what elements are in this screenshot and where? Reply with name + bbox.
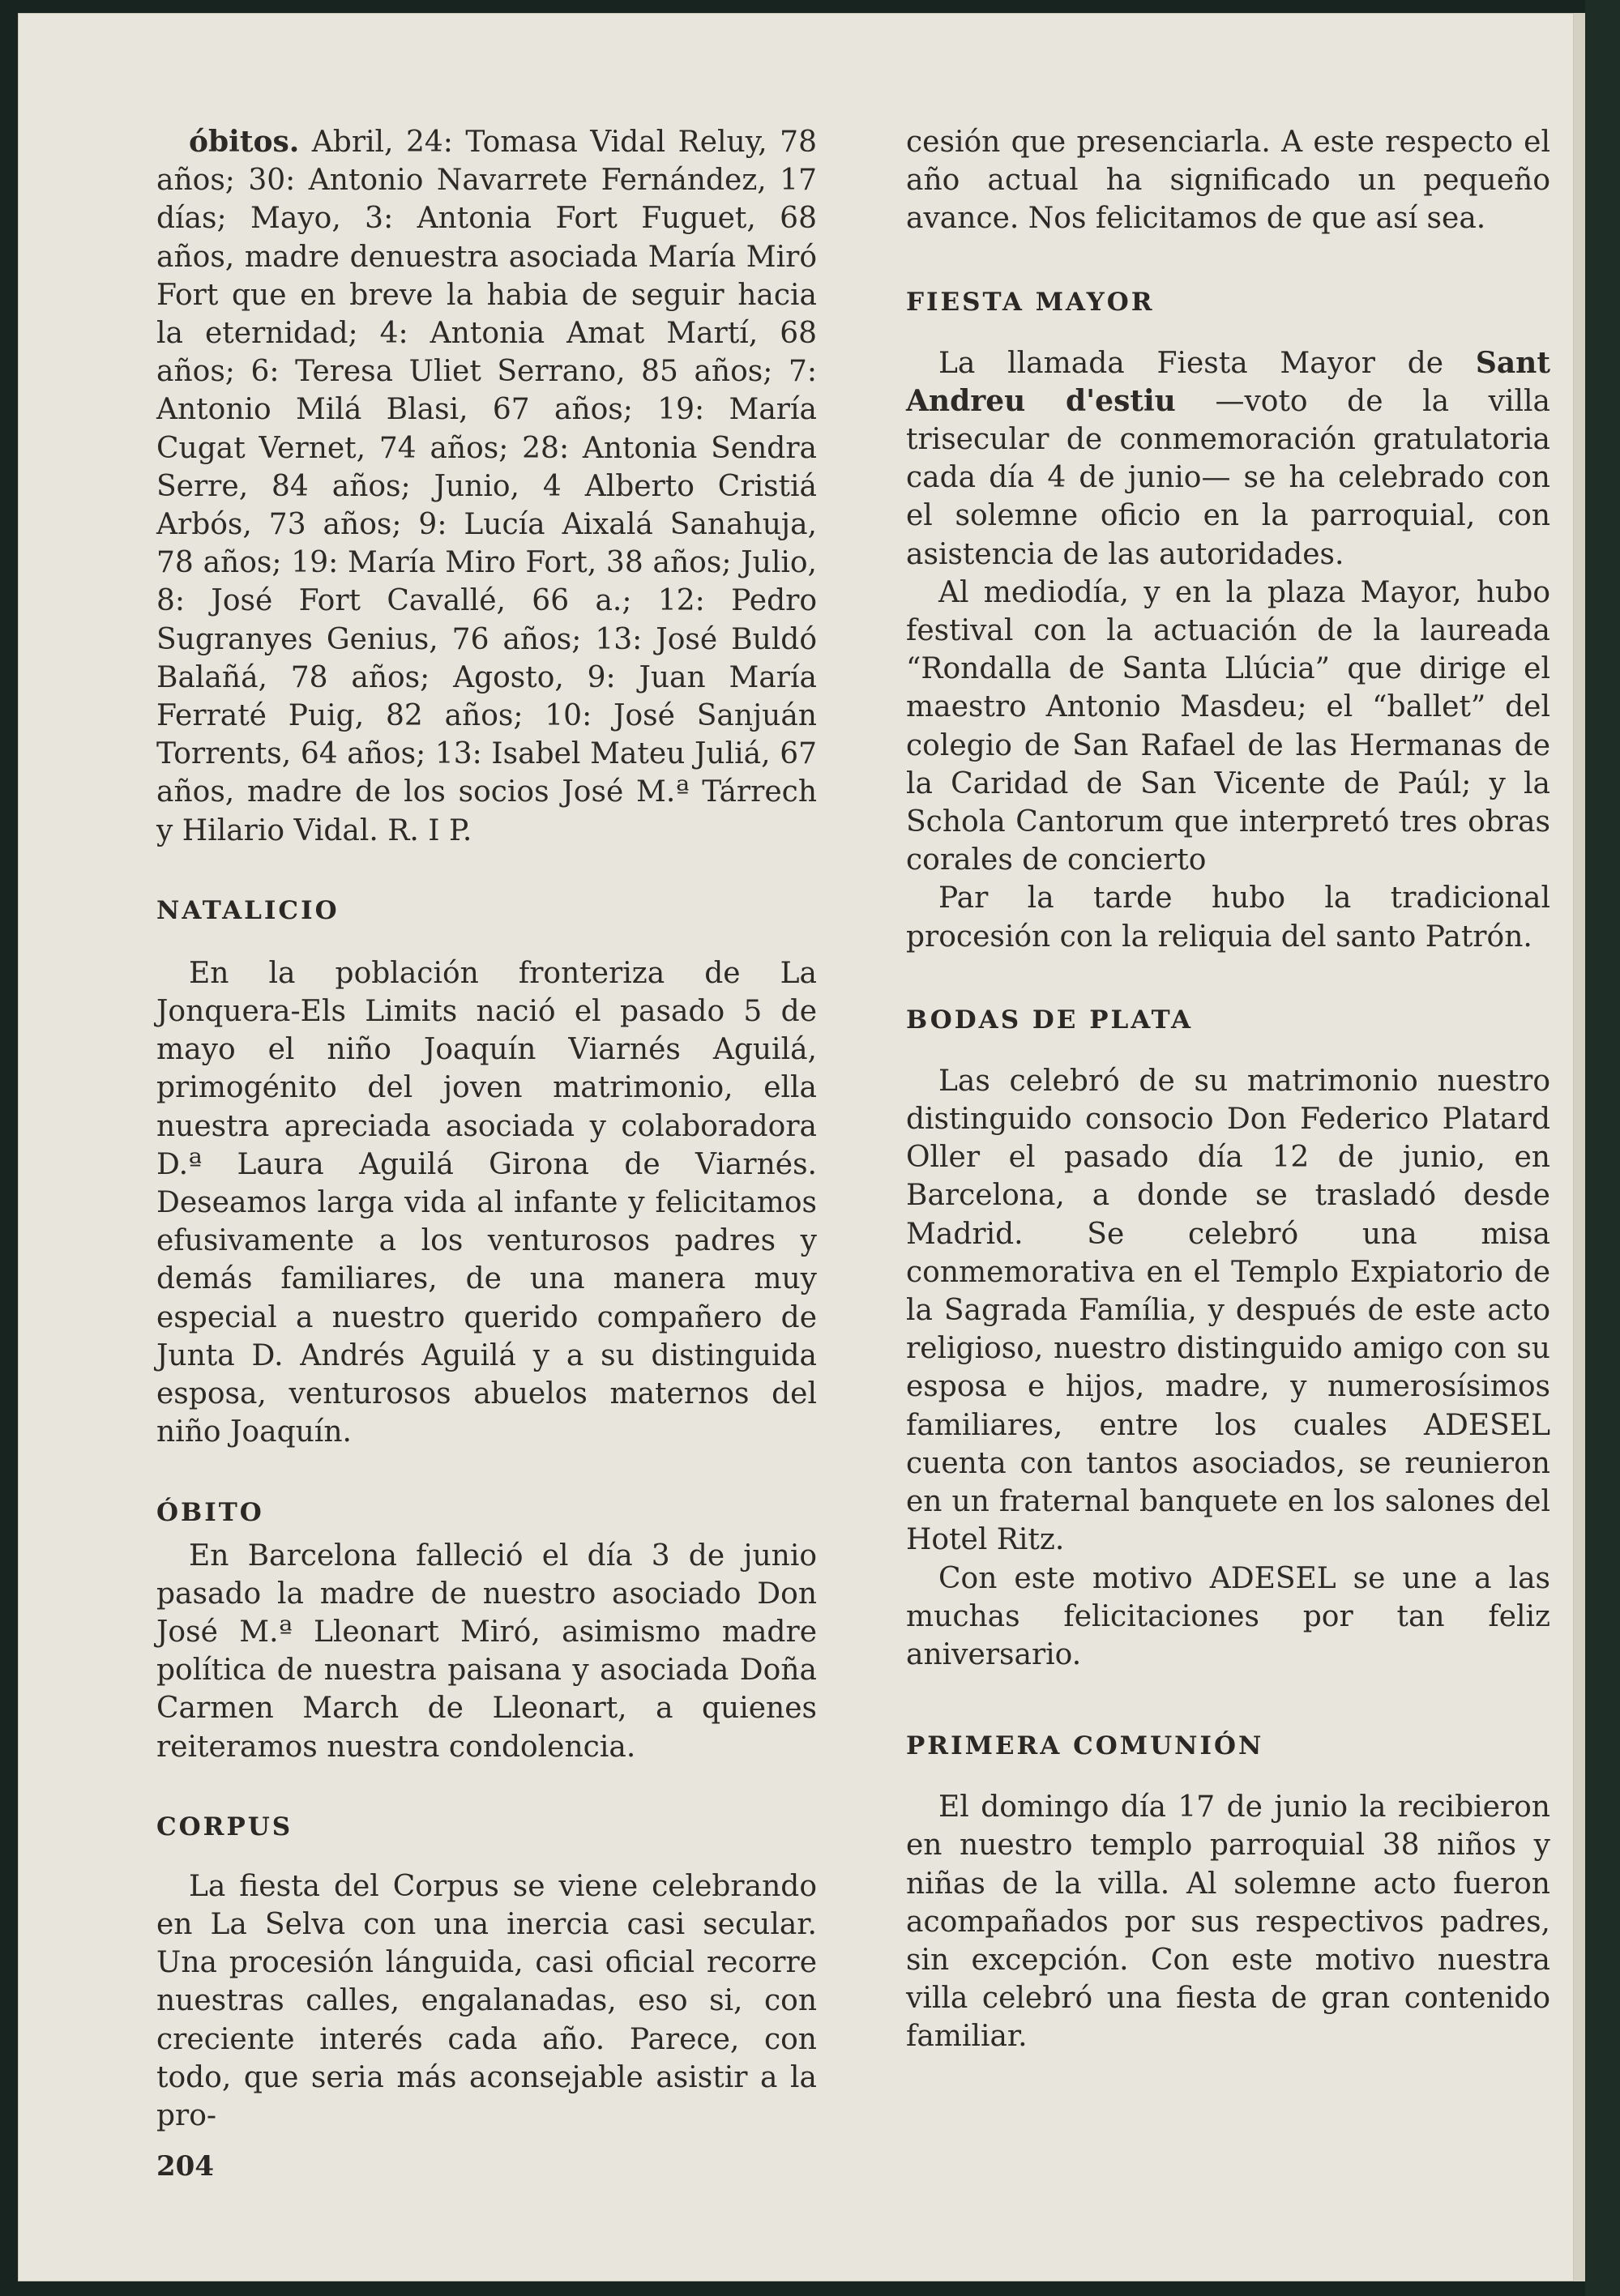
- fiesta-mayor-intro: La llamada Fiesta Mayor de: [938, 346, 1444, 380]
- page-edge: [1574, 13, 1585, 2281]
- fiesta-mayor-name: Sant Andreu d'estiu: [906, 345, 1550, 418]
- fiesta-mayor-heading: FIESTA MAYOR: [906, 287, 1155, 317]
- primera-comunion-text: El domingo día 17 de junio la recibieron en nuestro templo parroquial 38 niños y niñas de la villa. Al solemne acto fueron acompañados por sus respectivos padres, sin excepción. Con este motivo nuestra villa celebró una fiesta de gran contenido familiar.: [906, 1790, 1550, 2054]
- obitos-lead: óbitos.: [189, 125, 300, 159]
- obitos-paragraph: [156, 123, 817, 850]
- corpus-continuation: cesión que presenciarla. A este respecto el año actual ha significado un pequeño avance. Nos felicitamos de que así sea.: [906, 126, 1550, 236]
- fiesta-mayor-paragraph-3: Par la tarde hubo la tradicional procesión con la reliquia del santo Patrón.: [906, 881, 1550, 954]
- bodas-de-plata-paragraph-2: Con este motivo ADESEL se une a las muchas felicitaciones por tan feliz aniversario.: [906, 1561, 1550, 1671]
- natalicio-text: En la población fronteriza de La Jonquera-Els Limits nació el pasado 5 de mayo el niño Joaquín Viarnés Aguilá, primogénito del joven matrimonio, ella nuestra apreciada asociada y colaboradora D.ª Laura Aguilá Girona de Viarnés. Deseamos larga vida al infante y felicitamos efusivamente a los venturosos padres y demás familiares, de una manera muy especial a nuestro querido compañero de Junta D. Andrés Aguilá y a su distinguida esposa, venturosos abuelos maternos del niño Joaquín.: [156, 956, 817, 1449]
- fiesta-mayor-paragraph-2: Al mediodía, y en la plaza Mayor, hubo festival con la actuación de la laureada “Rondalla de Santa Llúcia” que dirige el maestro Antonio Masdeu; el “ballet” del colegio de San Rafael de las Hermanas de la Caridad de San Vicente de Paúl; y la Schola Cantorum que interpretó tres obras corales de concierto: [906, 575, 1550, 877]
- scan-border: [1585, 0, 1620, 2296]
- bodas-de-plata-paragraph-1: Las celebró de su matrimonio nuestro distinguido consocio Don Federico Platard Oller el pasado día 12 de junio, en Barcelona, a donde se trasladó desde Madrid. Se celebró una misa conmemorativa en el Templo Expiatorio de la Sagrada Família, y después de este acto religioso, nuestro distinguido amigo con su esposa e hijos, madre, y numerosísimos familiares, entre los cuales ADESEL cuenta con tantos asociados, se reunieron en un fraternal banquete en los salones del Hotel Ritz.: [906, 1064, 1550, 1557]
- obito-text: En Barcelona falleció el día 3 de junio pasado la madre de nuestro asociado Don José M.ª Lleonart Miró, asimismo madre política de nuestra paisana y asociada Doña Carmen March de Lleonart, a quienes reiteramos nuestra condolencia.: [156, 1538, 817, 1764]
- corpus-text: La fiesta del Corpus se viene celebrando en La Selva con una inercia casi secular. Una procesión lánguida, casi oficial recorre nuestras calles, engalanadas, eso si, con creciente interés cada año. Parece, con todo, que seria más aconsejable asistir a la pro-: [156, 1869, 817, 2132]
- primera-comunion-heading: PRIMERA COMUNIÓN: [906, 1731, 1264, 1761]
- natalicio-heading: NATALICIO: [156, 895, 340, 925]
- corpus-heading: CORPUS: [156, 1812, 293, 1841]
- fiesta-mayor-paragraph-1: [906, 344, 1550, 574]
- obito-heading: ÓBITO: [156, 1497, 264, 1527]
- left-column: [156, 123, 817, 2135]
- fiesta-mayor-rest: —voto de la villa trisecular de conmemoración gratulatoria cada día 4 de junio— se ha celebrado con el solemne oficio en la parroquial, con asistencia de las autoridades.: [906, 384, 1551, 571]
- bodas-de-plata-heading: BODAS DE PLATA: [906, 1005, 1194, 1035]
- obitos-text: Abril, 24: Tomasa Vidal Reluy, 78 años; 30: Antonio Navarrete Fernández, 17 días; Mayo, 3: Antonia Fort Fuguet, 68 años, madre denuestra asociada María Miró Fort que en breve la habia de seguir hacia la eternidad; 4: Antonia Amat Martí, 68 años; 6: Teresa Uliet Serrano, 85 años; 7: Antonio Milá Blasi, 67 años; 19: María Cugat Vernet, 74 años; 28: Antonia Sendra Serre, 84 años; Junio, 4 Alberto Cristiá Arbós, 73 años; 9: Lucía Aixalá Sanahuja, 78 años; 19: María Miro Fort, 38 años; Julio, 8: José Fort Cavallé, 66 a.; 12: Pedro Sugranyes Genius, 76 años; 13: José Buldó Balañá, 78 años; Agosto, 9: Juan María Ferraté Puig, 82 años; 10: José Sanjuán Torrents, 64 años; 13: Isabel Mateu Juliá, 67 años, madre de los socios José M.ª Tárrech y Hilario Vidal. R. I P.: [156, 126, 817, 847]
- right-column: [906, 123, 1550, 2056]
- page-number: 204: [156, 2150, 214, 2183]
